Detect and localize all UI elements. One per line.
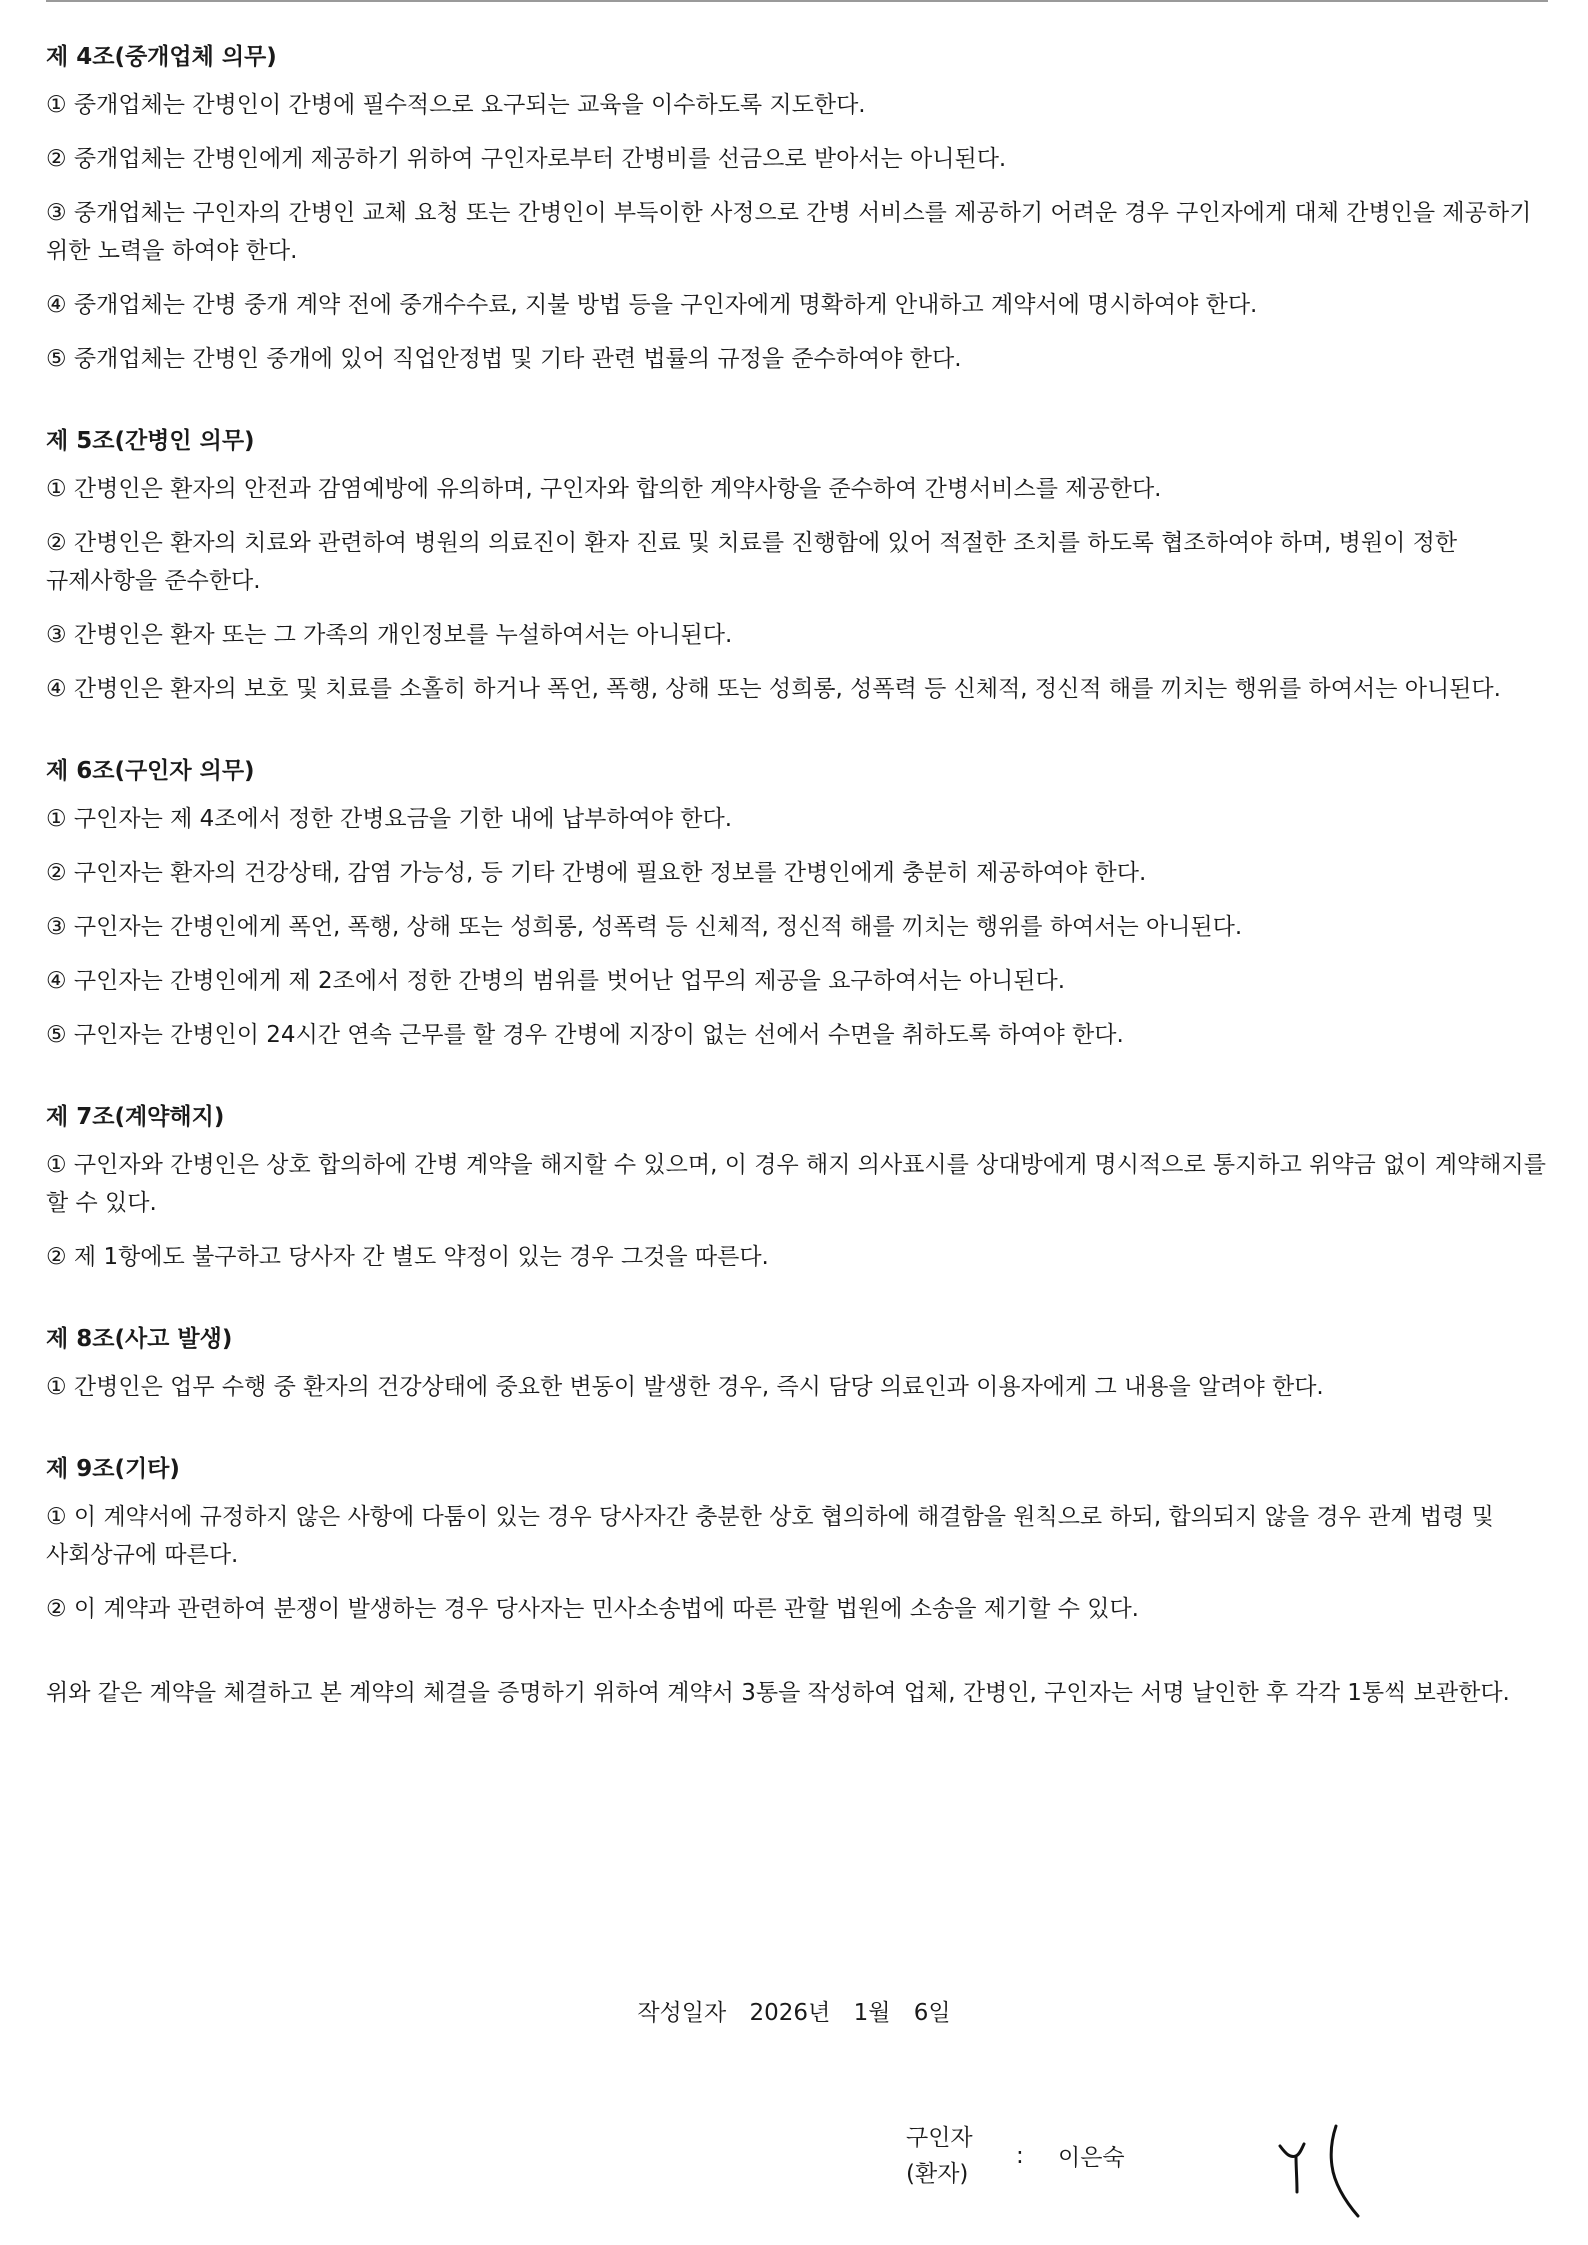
signatory-role xyxy=(906,2120,973,2192)
clause: ③ 구인자는 간병인에게 폭언, 폭행, 상해 또는 성희롱, 성폭력 등 신체적, 정신적 해를 끼치는 행위를 하여서는 아니된다. xyxy=(46,914,1243,940)
section-article-6 xyxy=(46,754,1548,1054)
section-title: 제 7조(계약해지) xyxy=(46,1104,225,1130)
clause: ① 간병인은 환자의 안전과 감염예방에 유의하며, 구인자와 합의한 계약사항을 준수하여 간병서비스를 제공한다. xyxy=(46,476,1162,502)
date-year: 2026년 xyxy=(749,2000,831,2026)
section-article-5 xyxy=(46,424,1548,708)
clause: ② 제 1항에도 불구하고 당사자 간 별도 약정이 있는 경우 그것을 따른다. xyxy=(46,1244,769,1270)
section-title: 제 5조(간병인 의무) xyxy=(46,428,255,454)
clause: ④ 간병인은 환자의 보호 및 치료를 소홀히 하거나 폭언, 폭행, 상해 또는 성희롱, 성폭력 등 신체적, 정신적 해를 끼치는 행위를 하여서는 아니된다. xyxy=(46,676,1501,702)
signatory-colon: : xyxy=(1016,2143,1024,2169)
date-line xyxy=(0,1996,1588,2030)
date-day: 6일 xyxy=(913,2000,951,2026)
section-title: 제 9조(기타) xyxy=(46,1456,180,1482)
clause: ① 이 계약서에 규정하지 않은 사항에 다툼이 있는 경우 당사자간 충분한 상호 협의하에 해결함을 원칙으로 하되, 합의되지 않을 경우 관계 법령 및 사회상규에 따른다. xyxy=(46,1504,1494,1568)
clause: ③ 중개업체는 구인자의 간병인 교체 요청 또는 간병인이 부득이한 사정으로 간병 서비스를 제공하기 어려운 경우 구인자에게 대체 간병인을 제공하기 위한 노력을 하여야 한다. xyxy=(46,200,1532,264)
closing-statement: 위와 같은 계약을 체결하고 본 계약의 체결을 증명하기 위하여 계약서 3통을 작성하여 업체, 간병인, 구인자는 서명 날인한 후 각각 1통씩 보관한다. xyxy=(46,1680,1510,1706)
clause: ① 중개업체는 간병인이 간병에 필수적으로 요구되는 교육을 이수하도록 지도한다. xyxy=(46,92,866,118)
section-article-9 xyxy=(46,1452,1548,1628)
section-article-8 xyxy=(46,1322,1548,1406)
top-divider xyxy=(46,0,1548,2)
clause: ③ 간병인은 환자 또는 그 가족의 개인정보를 누설하여서는 아니된다. xyxy=(46,622,733,648)
contract-body xyxy=(46,40,1548,1712)
clause: ① 간병인은 업무 수행 중 환자의 건강상태에 중요한 변동이 발생한 경우, 즉시 담당 의료인과 이용자에게 그 내용을 알려야 한다. xyxy=(46,1374,1324,1400)
signatory-role-main: 구인자 xyxy=(906,2125,973,2151)
section-title: 제 4조(중개업체 의무) xyxy=(46,44,277,70)
clause: ④ 구인자는 간병인에게 제 2조에서 정한 간병의 범위를 벗어난 업무의 제공을 요구하여서는 아니된다. xyxy=(46,968,1066,994)
section-title: 제 8조(사고 발생) xyxy=(46,1326,233,1352)
clause: ① 구인자와 간병인은 상호 합의하에 간병 계약을 해지할 수 있으며, 이 경우 해지 의사표시를 상대방에게 명시적으로 통지하고 위약금 없이 계약해지를 할 수 있다. xyxy=(46,1152,1546,1216)
clause: ① 구인자는 제 4조에서 정한 간병요금을 기한 내에 납부하여야 한다. xyxy=(46,806,733,832)
section-article-4 xyxy=(46,40,1548,378)
clause: ② 중개업체는 간병인에게 제공하기 위하여 구인자로부터 간병비를 선금으로 받아서는 아니된다. xyxy=(46,146,1007,172)
clause: ② 구인자는 환자의 건강상태, 감염 가능성, 등 기타 간병에 필요한 정보를 간병인에게 충분히 제공하여야 한다. xyxy=(46,860,1147,886)
clause: ② 이 계약과 관련하여 분쟁이 발생하는 경우 당사자는 민사소송법에 따른 관할 법원에 소송을 제기할 수 있다. xyxy=(46,1596,1139,1622)
date-month: 1월 xyxy=(853,2000,891,2026)
signature-block xyxy=(906,2120,1506,2230)
clause: ⑤ 중개업체는 간병인 중개에 있어 직업안정법 및 기타 관련 법률의 규정을 준수하여야 한다. xyxy=(46,346,962,372)
signatory-role-sub: (환자) xyxy=(906,2161,969,2187)
clause: ⑤ 구인자는 간병인이 24시간 연속 근무를 할 경우 간병에 지장이 없는 선에서 수면을 취하도록 하여야 한다. xyxy=(46,1022,1124,1048)
signatory-name: 이은숙 xyxy=(1058,2145,1125,2171)
handwritten-signature-icon xyxy=(1266,2120,1406,2220)
clause: ④ 중개업체는 간병 중개 계약 전에 중개수수료, 지불 방법 등을 구인자에게 명확하게 안내하고 계약서에 명시하여야 한다. xyxy=(46,292,1258,318)
clause: ② 간병인은 환자의 치료와 관련하여 병원의 의료진이 환자 진료 및 치료를 진행함에 있어 적절한 조치를 하도록 협조하여야 하며, 병원이 정한 규제사항을 준수한다. xyxy=(46,530,1458,594)
section-article-7 xyxy=(46,1100,1548,1276)
section-title: 제 6조(구인자 의무) xyxy=(46,758,255,784)
date-label: 작성일자 xyxy=(637,2000,727,2026)
